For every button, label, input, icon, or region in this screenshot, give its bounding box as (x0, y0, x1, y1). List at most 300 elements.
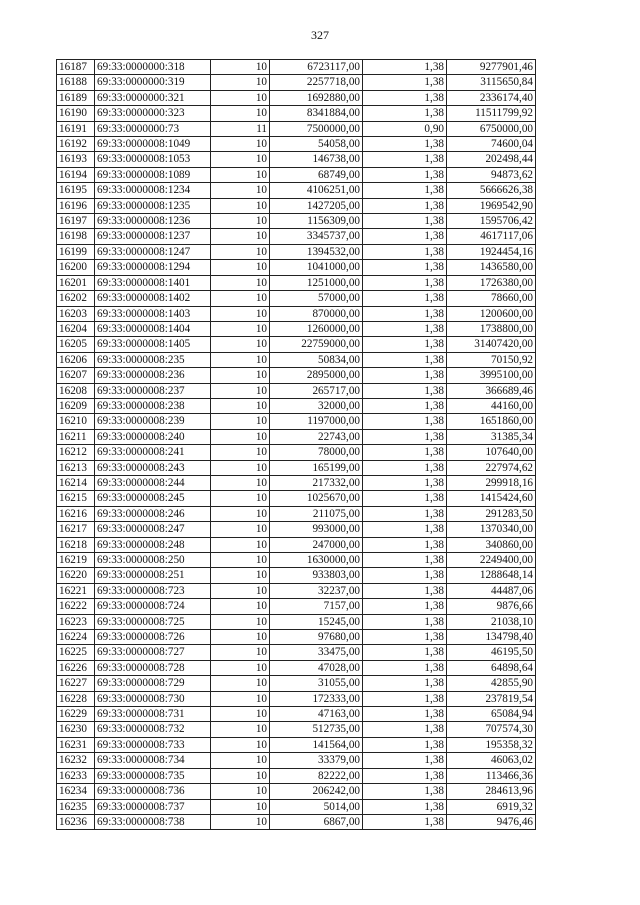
rate-cell: 1,38 (363, 753, 447, 768)
cadastral-number-cell: 69:33:0000008:731 (95, 707, 211, 722)
row-number-cell: 16222 (57, 599, 95, 614)
table-row (57, 167, 536, 182)
row-number-cell: 16231 (57, 737, 95, 752)
rate-cell: 1,38 (363, 183, 447, 198)
tax-amount-cell: 6750000,00 (447, 121, 536, 136)
category-cell: 10 (211, 753, 270, 768)
cadastral-number-cell: 69:33:0000008:736 (95, 784, 211, 799)
table-row (57, 676, 536, 691)
tax-amount-cell: 195358,32 (447, 737, 536, 752)
cadastral-number-cell: 69:33:0000008:243 (95, 460, 211, 475)
tax-amount-cell: 2336174,40 (447, 90, 536, 105)
row-number-cell: 16189 (57, 90, 95, 105)
rate-cell: 1,38 (363, 475, 447, 490)
cadastral-value-cell: 165199,00 (270, 460, 363, 475)
table-row (57, 398, 536, 413)
category-cell: 10 (211, 137, 270, 152)
category-cell: 10 (211, 321, 270, 336)
category-cell: 10 (211, 814, 270, 829)
rate-cell: 1,38 (363, 522, 447, 537)
row-number-cell: 16196 (57, 198, 95, 213)
cadastral-value-cell: 3345737,00 (270, 229, 363, 244)
cadastral-number-cell: 69:33:0000008:251 (95, 568, 211, 583)
cadastral-value-cell: 1692880,00 (270, 90, 363, 105)
rate-cell: 1,38 (363, 599, 447, 614)
table-row (57, 630, 536, 645)
tax-amount-cell: 340860,00 (447, 537, 536, 552)
tax-amount-cell: 5666626,38 (447, 183, 536, 198)
rate-cell: 1,38 (363, 768, 447, 783)
category-cell: 10 (211, 537, 270, 552)
category-cell: 10 (211, 460, 270, 475)
row-number-cell: 16221 (57, 583, 95, 598)
table-row (57, 553, 536, 568)
table-row (57, 737, 536, 752)
category-cell: 10 (211, 506, 270, 521)
rate-cell: 1,38 (363, 352, 447, 367)
table-row (57, 414, 536, 429)
rate-cell: 1,38 (363, 645, 447, 660)
row-number-cell: 16213 (57, 460, 95, 475)
table-row (57, 291, 536, 306)
row-number-cell: 16208 (57, 383, 95, 398)
tax-amount-cell: 9876,66 (447, 599, 536, 614)
tax-amount-cell: 6919,32 (447, 799, 536, 814)
cadastral-value-cell: 33475,00 (270, 645, 363, 660)
rate-cell: 1,38 (363, 737, 447, 752)
cadastral-number-cell: 69:33:0000008:729 (95, 676, 211, 691)
cadastral-number-cell: 69:33:0000008:235 (95, 352, 211, 367)
cadastral-value-cell: 32000,00 (270, 398, 363, 413)
tax-amount-cell: 227974,62 (447, 460, 536, 475)
tax-amount-cell: 1595706,42 (447, 214, 536, 229)
tax-amount-cell: 11511799,92 (447, 106, 536, 121)
category-cell: 10 (211, 737, 270, 752)
category-cell: 10 (211, 106, 270, 121)
rate-cell: 1,38 (363, 814, 447, 829)
category-cell: 10 (211, 645, 270, 660)
row-number-cell: 16187 (57, 60, 95, 75)
tax-amount-cell: 1436580,00 (447, 260, 536, 275)
rate-cell: 1,38 (363, 614, 447, 629)
cadastral-number-cell: 69:33:0000000:319 (95, 75, 211, 90)
cadastral-value-cell: 4106251,00 (270, 183, 363, 198)
table-row (57, 814, 536, 829)
table-row (57, 337, 536, 352)
row-number-cell: 16210 (57, 414, 95, 429)
row-number-cell: 16219 (57, 553, 95, 568)
category-cell: 10 (211, 260, 270, 275)
rate-cell: 1,38 (363, 75, 447, 90)
row-number-cell: 16194 (57, 167, 95, 182)
rate-cell: 1,38 (363, 306, 447, 321)
category-cell: 10 (211, 475, 270, 490)
cadastral-value-cell: 1041000,00 (270, 260, 363, 275)
cadastral-value-table (56, 59, 536, 830)
cadastral-number-cell: 69:33:0000008:248 (95, 537, 211, 552)
tax-amount-cell: 31385,34 (447, 429, 536, 444)
table-row (57, 137, 536, 152)
table-row (57, 75, 536, 90)
table-row (57, 445, 536, 460)
table-row (57, 707, 536, 722)
cadastral-number-cell: 69:33:0000008:240 (95, 429, 211, 444)
cadastral-number-cell: 69:33:0000008:241 (95, 445, 211, 460)
tax-amount-cell: 44160,00 (447, 398, 536, 413)
cadastral-value-cell: 1251000,00 (270, 275, 363, 290)
cadastral-number-cell: 69:33:0000008:724 (95, 599, 211, 614)
row-number-cell: 16203 (57, 306, 95, 321)
rate-cell: 0,90 (363, 121, 447, 136)
cadastral-value-cell: 22759000,00 (270, 337, 363, 352)
category-cell: 10 (211, 183, 270, 198)
row-number-cell: 16202 (57, 291, 95, 306)
category-cell: 10 (211, 445, 270, 460)
table-body (57, 60, 536, 830)
table-row (57, 522, 536, 537)
table-row (57, 306, 536, 321)
row-number-cell: 16225 (57, 645, 95, 660)
table-row (57, 429, 536, 444)
rate-cell: 1,38 (363, 383, 447, 398)
row-number-cell: 16214 (57, 475, 95, 490)
tax-amount-cell: 9476,46 (447, 814, 536, 829)
cadastral-number-cell: 69:33:0000008:237 (95, 383, 211, 398)
cadastral-number-cell: 69:33:0000008:250 (95, 553, 211, 568)
rate-cell: 1,38 (363, 660, 447, 675)
cadastral-value-cell: 247000,00 (270, 537, 363, 552)
tax-amount-cell: 64898,64 (447, 660, 536, 675)
cadastral-value-cell: 993000,00 (270, 522, 363, 537)
rate-cell: 1,38 (363, 537, 447, 552)
table-row (57, 321, 536, 336)
tax-amount-cell: 1738800,00 (447, 321, 536, 336)
rate-cell: 1,38 (363, 460, 447, 475)
rate-cell: 1,38 (363, 337, 447, 352)
rate-cell: 1,38 (363, 275, 447, 290)
row-number-cell: 16211 (57, 429, 95, 444)
cadastral-number-cell: 69:33:0000008:1294 (95, 260, 211, 275)
table-row (57, 660, 536, 675)
tax-amount-cell: 134798,40 (447, 630, 536, 645)
table-row (57, 506, 536, 521)
category-cell: 10 (211, 90, 270, 105)
category-cell: 10 (211, 784, 270, 799)
rate-cell: 1,38 (363, 137, 447, 152)
cadastral-value-cell: 1197000,00 (270, 414, 363, 429)
tax-amount-cell: 707574,30 (447, 722, 536, 737)
cadastral-value-cell: 78000,00 (270, 445, 363, 460)
category-cell: 10 (211, 275, 270, 290)
row-number-cell: 16227 (57, 676, 95, 691)
table-row (57, 691, 536, 706)
rate-cell: 1,38 (363, 90, 447, 105)
cadastral-value-cell: 211075,00 (270, 506, 363, 521)
category-cell: 10 (211, 614, 270, 629)
table-row (57, 784, 536, 799)
table-row (57, 460, 536, 475)
rate-cell: 1,38 (363, 707, 447, 722)
row-number-cell: 16220 (57, 568, 95, 583)
category-cell: 10 (211, 167, 270, 182)
rate-cell: 1,38 (363, 321, 447, 336)
rate-cell: 1,38 (363, 630, 447, 645)
table-row (57, 722, 536, 737)
category-cell: 10 (211, 152, 270, 167)
cadastral-value-cell: 141564,00 (270, 737, 363, 752)
category-cell: 11 (211, 121, 270, 136)
row-number-cell: 16195 (57, 183, 95, 198)
rate-cell: 1,38 (363, 260, 447, 275)
cadastral-number-cell: 69:33:0000008:733 (95, 737, 211, 752)
tax-amount-cell: 366689,46 (447, 383, 536, 398)
table-row (57, 768, 536, 783)
cadastral-value-cell: 2895000,00 (270, 368, 363, 383)
table-row (57, 90, 536, 105)
cadastral-value-cell: 50834,00 (270, 352, 363, 367)
table-row (57, 214, 536, 229)
category-cell: 10 (211, 214, 270, 229)
cadastral-number-cell: 69:33:0000008:247 (95, 522, 211, 537)
category-cell: 10 (211, 491, 270, 506)
rate-cell: 1,38 (363, 583, 447, 598)
category-cell: 10 (211, 707, 270, 722)
cadastral-number-cell: 69:33:0000008:723 (95, 583, 211, 598)
row-number-cell: 16236 (57, 814, 95, 829)
tax-amount-cell: 3115650,84 (447, 75, 536, 90)
table-row (57, 260, 536, 275)
tax-amount-cell: 1726380,00 (447, 275, 536, 290)
category-cell: 10 (211, 660, 270, 675)
cadastral-number-cell: 69:33:0000008:732 (95, 722, 211, 737)
table-row (57, 368, 536, 383)
cadastral-value-cell: 146738,00 (270, 152, 363, 167)
category-cell: 10 (211, 229, 270, 244)
rate-cell: 1,38 (363, 722, 447, 737)
table-row (57, 614, 536, 629)
category-cell: 10 (211, 799, 270, 814)
tax-amount-cell: 9277901,46 (447, 60, 536, 75)
tax-amount-cell: 70150,92 (447, 352, 536, 367)
row-number-cell: 16235 (57, 799, 95, 814)
table-row (57, 275, 536, 290)
row-number-cell: 16232 (57, 753, 95, 768)
rate-cell: 1,38 (363, 198, 447, 213)
cadastral-value-cell: 33379,00 (270, 753, 363, 768)
tax-amount-cell: 46195,50 (447, 645, 536, 660)
cadastral-value-cell: 31055,00 (270, 676, 363, 691)
row-number-cell: 16228 (57, 691, 95, 706)
row-number-cell: 16199 (57, 244, 95, 259)
tax-amount-cell: 1200600,00 (447, 306, 536, 321)
category-cell: 10 (211, 337, 270, 352)
tax-amount-cell: 1288648,14 (447, 568, 536, 583)
table-row (57, 799, 536, 814)
rate-cell: 1,38 (363, 506, 447, 521)
row-number-cell: 16190 (57, 106, 95, 121)
cadastral-value-cell: 870000,00 (270, 306, 363, 321)
cadastral-number-cell: 69:33:0000008:239 (95, 414, 211, 429)
rate-cell: 1,38 (363, 568, 447, 583)
category-cell: 10 (211, 568, 270, 583)
tax-amount-cell: 107640,00 (447, 445, 536, 460)
cadastral-value-cell: 57000,00 (270, 291, 363, 306)
table-row (57, 491, 536, 506)
row-number-cell: 16215 (57, 491, 95, 506)
row-number-cell: 16230 (57, 722, 95, 737)
cadastral-value-cell: 172333,00 (270, 691, 363, 706)
cadastral-number-cell: 69:33:0000008:1247 (95, 244, 211, 259)
rate-cell: 1,38 (363, 445, 447, 460)
cadastral-number-cell: 69:33:0000008:1089 (95, 167, 211, 182)
cadastral-value-cell: 7157,00 (270, 599, 363, 614)
category-cell: 10 (211, 553, 270, 568)
rate-cell: 1,38 (363, 491, 447, 506)
category-cell: 10 (211, 522, 270, 537)
table-row (57, 383, 536, 398)
rate-cell: 1,38 (363, 229, 447, 244)
cadastral-number-cell: 69:33:0000008:1237 (95, 229, 211, 244)
cadastral-value-cell: 68749,00 (270, 167, 363, 182)
rate-cell: 1,38 (363, 398, 447, 413)
row-number-cell: 16192 (57, 137, 95, 152)
cadastral-number-cell: 69:33:0000008:1402 (95, 291, 211, 306)
rate-cell: 1,38 (363, 167, 447, 182)
cadastral-number-cell: 69:33:0000008:726 (95, 630, 211, 645)
cadastral-number-cell: 69:33:0000008:728 (95, 660, 211, 675)
cadastral-number-cell: 69:33:0000008:236 (95, 368, 211, 383)
rate-cell: 1,38 (363, 676, 447, 691)
cadastral-value-cell: 206242,00 (270, 784, 363, 799)
tax-amount-cell: 21038,10 (447, 614, 536, 629)
row-number-cell: 16216 (57, 506, 95, 521)
cadastral-number-cell: 69:33:0000008:735 (95, 768, 211, 783)
table-row (57, 753, 536, 768)
cadastral-value-cell: 512735,00 (270, 722, 363, 737)
cadastral-number-cell: 69:33:0000008:725 (95, 614, 211, 629)
table-row (57, 568, 536, 583)
row-number-cell: 16217 (57, 522, 95, 537)
cadastral-value-cell: 6723117,00 (270, 60, 363, 75)
cadastral-value-cell: 217332,00 (270, 475, 363, 490)
cadastral-number-cell: 69:33:0000008:734 (95, 753, 211, 768)
cadastral-number-cell: 69:33:0000008:1234 (95, 183, 211, 198)
tax-amount-cell: 202498,44 (447, 152, 536, 167)
rate-cell: 1,38 (363, 152, 447, 167)
cadastral-value-cell: 1427205,00 (270, 198, 363, 213)
rate-cell: 1,38 (363, 214, 447, 229)
tax-amount-cell: 1651860,00 (447, 414, 536, 429)
cadastral-number-cell: 69:33:0000008:1405 (95, 337, 211, 352)
category-cell: 10 (211, 198, 270, 213)
tax-amount-cell: 1415424,60 (447, 491, 536, 506)
tax-amount-cell: 46063,02 (447, 753, 536, 768)
tax-amount-cell: 284613,96 (447, 784, 536, 799)
row-number-cell: 16234 (57, 784, 95, 799)
category-cell: 10 (211, 352, 270, 367)
cadastral-value-cell: 265717,00 (270, 383, 363, 398)
tax-amount-cell: 291283,50 (447, 506, 536, 521)
category-cell: 10 (211, 768, 270, 783)
cadastral-value-cell: 97680,00 (270, 630, 363, 645)
cadastral-number-cell: 69:33:0000008:1404 (95, 321, 211, 336)
category-cell: 10 (211, 291, 270, 306)
cadastral-number-cell: 69:33:0000008:737 (95, 799, 211, 814)
rate-cell: 1,38 (363, 784, 447, 799)
tax-amount-cell: 237819,54 (447, 691, 536, 706)
row-number-cell: 16223 (57, 614, 95, 629)
cadastral-number-cell: 69:33:0000008:1403 (95, 306, 211, 321)
cadastral-value-cell: 5014,00 (270, 799, 363, 814)
tax-amount-cell: 1969542,90 (447, 198, 536, 213)
rate-cell: 1,38 (363, 368, 447, 383)
cadastral-number-cell: 69:33:0000008:1236 (95, 214, 211, 229)
row-number-cell: 16212 (57, 445, 95, 460)
table-row (57, 583, 536, 598)
category-cell: 10 (211, 75, 270, 90)
row-number-cell: 16206 (57, 352, 95, 367)
table-row (57, 121, 536, 136)
rate-cell: 1,38 (363, 60, 447, 75)
cadastral-value-cell: 47163,00 (270, 707, 363, 722)
rate-cell: 1,38 (363, 244, 447, 259)
table-row (57, 198, 536, 213)
row-number-cell: 16197 (57, 214, 95, 229)
table-row (57, 229, 536, 244)
cadastral-value-cell: 933803,00 (270, 568, 363, 583)
tax-amount-cell: 78660,00 (447, 291, 536, 306)
cadastral-number-cell: 69:33:0000008:730 (95, 691, 211, 706)
category-cell: 10 (211, 398, 270, 413)
cadastral-number-cell: 69:33:0000008:727 (95, 645, 211, 660)
row-number-cell: 16224 (57, 630, 95, 645)
row-number-cell: 16233 (57, 768, 95, 783)
table-row (57, 537, 536, 552)
category-cell: 10 (211, 630, 270, 645)
tax-amount-cell: 1370340,00 (447, 522, 536, 537)
rate-cell: 1,38 (363, 106, 447, 121)
tax-amount-cell: 74600,04 (447, 137, 536, 152)
cadastral-number-cell: 69:33:0000008:1401 (95, 275, 211, 290)
tax-amount-cell: 4617117,06 (447, 229, 536, 244)
row-number-cell: 16191 (57, 121, 95, 136)
cadastral-value-cell: 82222,00 (270, 768, 363, 783)
cadastral-number-cell: 69:33:0000008:246 (95, 506, 211, 521)
table-row (57, 152, 536, 167)
category-cell: 10 (211, 691, 270, 706)
row-number-cell: 16205 (57, 337, 95, 352)
row-number-cell: 16200 (57, 260, 95, 275)
cadastral-number-cell: 69:33:0000008:738 (95, 814, 211, 829)
row-number-cell: 16201 (57, 275, 95, 290)
cadastral-value-cell: 32237,00 (270, 583, 363, 598)
cadastral-value-cell: 1025670,00 (270, 491, 363, 506)
table-row (57, 60, 536, 75)
page-number: 327 (311, 28, 329, 42)
cadastral-number-cell: 69:33:0000000:321 (95, 90, 211, 105)
rate-cell: 1,38 (363, 414, 447, 429)
tax-amount-cell: 3995100,00 (447, 368, 536, 383)
table-row (57, 106, 536, 121)
tax-amount-cell: 42855,90 (447, 676, 536, 691)
row-number-cell: 16209 (57, 398, 95, 413)
cadastral-value-cell: 54058,00 (270, 137, 363, 152)
cadastral-number-cell: 69:33:0000000:318 (95, 60, 211, 75)
category-cell: 10 (211, 60, 270, 75)
cadastral-value-cell: 8341884,00 (270, 106, 363, 121)
table-row (57, 352, 536, 367)
cadastral-number-cell: 69:33:0000008:245 (95, 491, 211, 506)
